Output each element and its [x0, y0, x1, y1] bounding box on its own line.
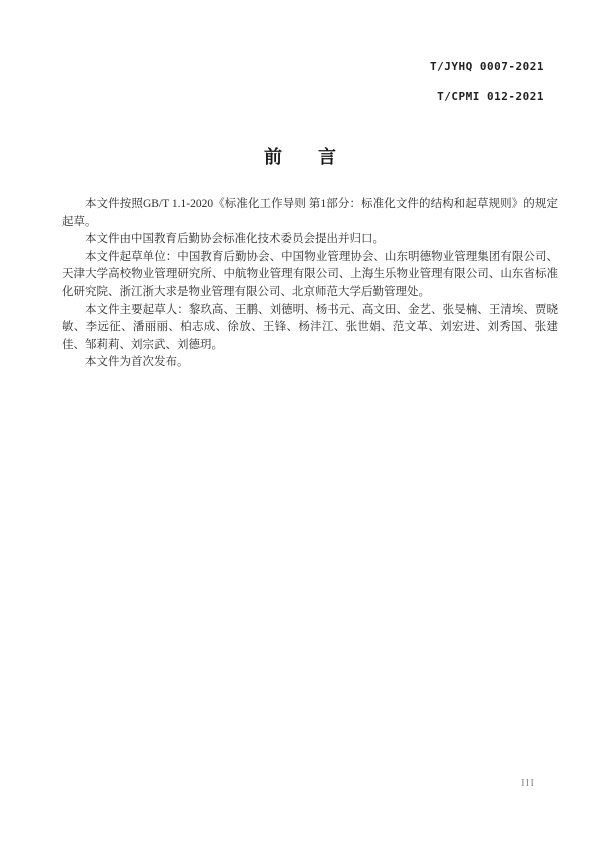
paragraph-drafting-rules: 本文件按照GB/T 1.1-2020《标准化工作导则 第1部分：标准化文件的结构和起草规则》的规定起草。: [62, 198, 558, 228]
doc-code-primary: T/JYHQ 0007-2021: [430, 60, 544, 73]
paragraph-proposing-body: 本文件由中国教育后勤协会标准化技术委员会提出并归口。: [85, 233, 384, 246]
paragraph-drafting-organizations: 本文件起草单位：中国教育后勤协会、中国物业管理协会、山东明德物业管理集团有限公司、天津大学高校物业管理研究所、中航物业管理有限公司、上海生乐物业管理有限公司、山东省标准化研究院、浙江浙大求是物业管理有限公司、北京师范大学后勤管理处。: [62, 250, 558, 298]
foreword-title: 前 言: [264, 147, 336, 167]
foreword-body: [62, 196, 558, 372]
paragraph-first-release: 本文件为首次发布。: [85, 356, 189, 369]
document-codes: [430, 60, 544, 104]
page-number: III: [521, 777, 535, 789]
doc-code-secondary: T/CPMI 012-2021: [437, 90, 544, 103]
paragraph-main-drafters: 本文件主要起草人：黎玖高、王鹏、刘德明、杨书元、高文田、金艺、张旻楠、王清埃、贾晓敏、李远征、潘丽丽、柏志成、徐放、王锋、杨沣江、张世娟、范文革、刘宏进、刘秀国、张建佳、邹莉莉、刘宗武、刘德玥。: [62, 303, 558, 351]
